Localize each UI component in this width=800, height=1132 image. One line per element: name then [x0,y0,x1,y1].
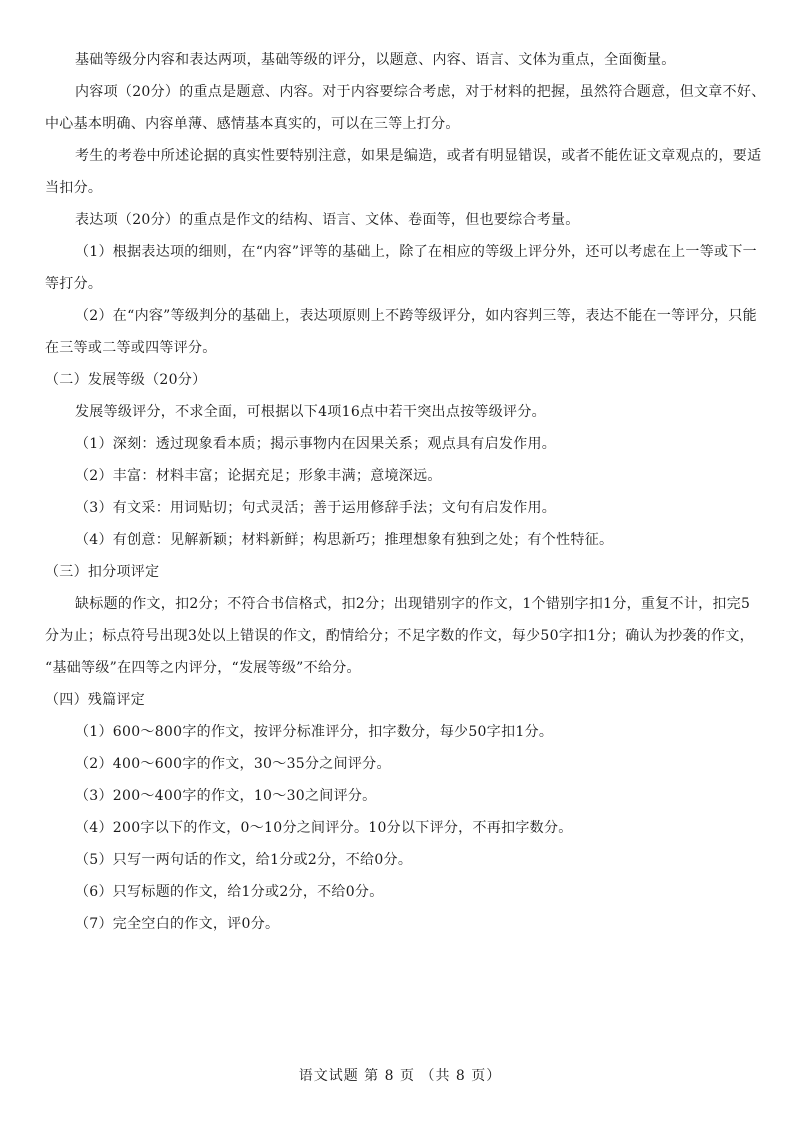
paragraph-line: 当扣分。 [45,180,103,196]
paragraph-line: （2）在“内容”等级判分的基础上，表达项原则上不跨等级评分，如内容判三等，表达不能在一等评分，只能 [75,308,757,324]
section-heading: （四）残篇评定 [45,692,146,708]
paragraph-line: 等打分。 [45,276,103,292]
paragraph-line: 在三等或二等或四等评分。 [45,340,217,356]
paragraph-line: 考生的考卷中所述论据的真实性要特别注意，如果是编造，或者有明显错误，或者不能佐证文章观点的，要适 [75,148,762,164]
paragraph-line: 中心基本明确、内容单薄、感情基本真实的，可以在三等上打分。 [45,116,460,132]
list-item: （2）400～600字的作文，30～35分之间评分。 [75,756,391,772]
section-heading: （二）发展等级（20分） [45,372,207,388]
list-item: （4）有创意：见解新颖；材料新鲜；构思新巧；推理想象有独到之处；有个性特征。 [75,532,614,548]
list-item: （6）只写标题的作文，给1分或2分，不给0分。 [75,884,384,900]
paragraph-line: 发展等级评分，不求全面，可根据以下4项16点中若干突出点按等级评分。 [75,404,546,420]
list-item: （4）200字以下的作文，0～10分之间评分。10分以下评分，不再扣字数分。 [75,820,573,836]
list-item: （2）丰富：材料丰富；论据充足；形象丰满；意境深远。 [75,468,442,484]
list-item: （3）200～400字的作文，10～30之间评分。 [75,788,377,804]
list-item: （7）完全空白的作文，评0分。 [75,916,280,932]
paragraph-line: 分为止；标点符号出现3处以上错误的作文，酌情给分；不足字数的作文，每少50字扣1分；确认为抄袭的作文， [45,628,754,644]
list-item: （1）600～800字的作文，按评分标准评分，扣字数分，每少50字扣1分。 [75,724,554,740]
list-item: （5）只写一两句话的作文，给1分或2分，不给0分。 [75,852,413,868]
page-footer: 语文试题 第 8 页 （共 8 页） [298,1068,502,1084]
paragraph-line: 表达项（20分）的重点是作文的结构、语言、文体、卷面等，但也要综合考量。 [75,212,580,228]
section-heading: （三）扣分项评定 [45,564,160,580]
paragraph-line: （1）根据表达项的细则，在“内容”评等的基础上，除了在相应的等级上评分外，还可以考虑在上一等或下一 [75,244,757,260]
list-item: （3）有文采：用词贴切；句式灵活；善于运用修辞手法；文句有启发作用。 [75,500,557,516]
paragraph-line: 内容项（20分）的重点是题意、内容。对于内容要综合考虑，对于材料的把握，虽然符合题意，但文章不好、 [75,84,766,100]
paragraph-line: 基础等级分内容和表达两项，基础等级的评分，以题意、内容、语言、文体为重点，全面衡量。 [75,52,676,68]
paragraph-line: 缺标题的作文，扣2分；不符合书信格式，扣2分；出现错别字的作文，1个错别字扣1分，重复不计，扣完5 [75,596,751,612]
paragraph-line: “基础等级”在四等之内评分，“发展等级”不给分。 [45,660,361,676]
list-item: （1）深刻：透过现象看本质；揭示事物内在因果关系；观点具有启发作用。 [75,436,557,452]
